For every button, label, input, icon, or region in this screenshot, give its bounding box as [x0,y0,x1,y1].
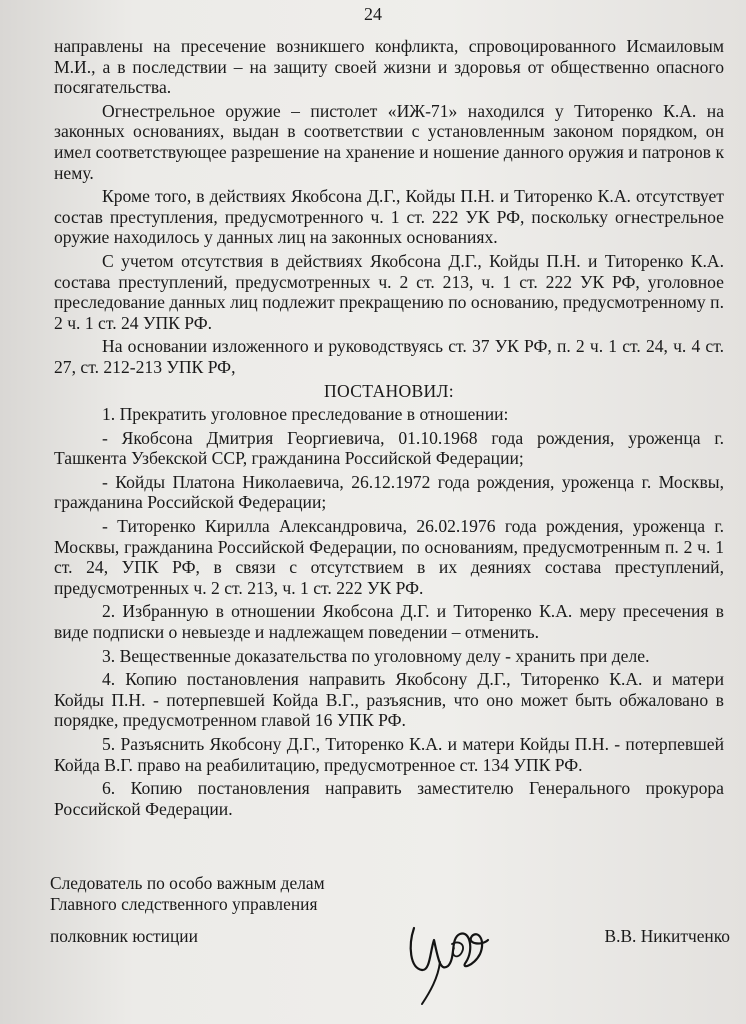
paragraph: Огнестрельное оружие – пистолет «ИЖ-71» находился у Титоренко К.А. на законных основаниях, выдан в соответствии с установленным законом порядком, он имел соответствующее разрешение на хранение и ношение данного оружия и патронов к нему. [54,100,724,183]
resolution-item: 6. Копию постановления направить заместителю Генерального прокурора Российской Федерации. [54,778,724,819]
resolution-item: - Койды Платона Николаевича, 26.12.1972 года рождения, уроженца г. Москвы, гражданина Российской Федерации; [54,471,724,513]
signatory-title-line: Главного следственного управления [50,894,318,914]
page-number: 24 [364,4,382,24]
signatory-name: В.В. Никитченко [604,926,730,946]
resolution-item: 3. Вещественные доказательства по уголовному делу - хранить при деле. [102,645,650,666]
paragraph: На основании изложенного и руководствуясь ст. 37 УК РФ, п. 2 ч. 1 ст. 24, ч. 4 ст. 27, ст. 212-213 УПК РФ, [54,336,724,377]
signatory-title [50,873,730,915]
signatory-rank: полковник юстиции [50,926,198,946]
resolution-item: - Титоренко Кирилла Александровича, 26.02.1976 года рождения, уроженца г. Москвы, гражданина Российской Федерации, по основаниям, предусмотренным п. 2 ч. 1 ст. 24, УПК РФ, в связи с отсутствием в их деяниях состава преступлений, предусмотренных ч. 2 ст. 213, ч. 1 ст. 222 УК РФ. [54,516,724,598]
resolution-item: 2. Избранную в отношении Якобсона Д.Г. и Титоренко К.А. меру пресечения в виде подписки о невыезде и надлежащем поведении – отменить. [54,601,724,643]
resolution-item: 1. Прекратить уголовное преследование в отношении: [102,404,509,425]
resolution-item: 5. Разъяснить Якобсону Д.Г., Титоренко К.А. и матери Койды П.Н. - потерпевшей Койда В.Г. право на реабилитацию, предусмотренное ст. 134 УПК РФ. [54,734,724,775]
paragraph: С учетом отсутствия в действиях Якобсона Д.Г., Койды П.Н. и Титоренко К.А. состава преступлений, предусмотренных ч. 2 ст. 213, ч. 1 ст. 222 УК РФ, уголовное преследование данных лиц подлежит прекращению по основанию, предусмотренному п. 2 ч. 1 ст. 24 УПК РФ. [54,250,724,333]
resolution-heading: ПОСТАНОВИЛ: [324,380,454,401]
handwritten-signature [400,900,510,1010]
document-body [54,36,724,822]
paragraph: направлены на пресечение возникшего конфликта, спровоцированного Исмаиловым М.И., а в последствии – на защиту своей жизни и здоровья от общественно опасного посягательства. [54,36,724,98]
paragraph: Кроме того, в действиях Якобсона Д.Г., Койды П.Н. и Титоренко К.А. отсутствует состав преступления, предусмотренного ч. 1 ст. 222 УК РФ, поскольку огнестрельное оружие находилось у данных лиц на законных основаниях. [54,186,724,248]
signatory-title-line: Следователь по особо важным делам [50,873,325,893]
resolution-item: - Якобсона Дмитрия Георгиевича, 01.10.1968 года рождения, уроженца г. Ташкента Узбекской ССР, гражданина Российской Федерации; [54,427,724,469]
resolution-item: 4. Копию постановления направить Якобсону Д.Г., Титоренко К.А. и матери Койды П.Н. - потерпевшей Койда В.Г., разъяснив, что оно может быть обжаловано в порядке, предусмотренном главой 16 УПК РФ. [54,669,724,731]
